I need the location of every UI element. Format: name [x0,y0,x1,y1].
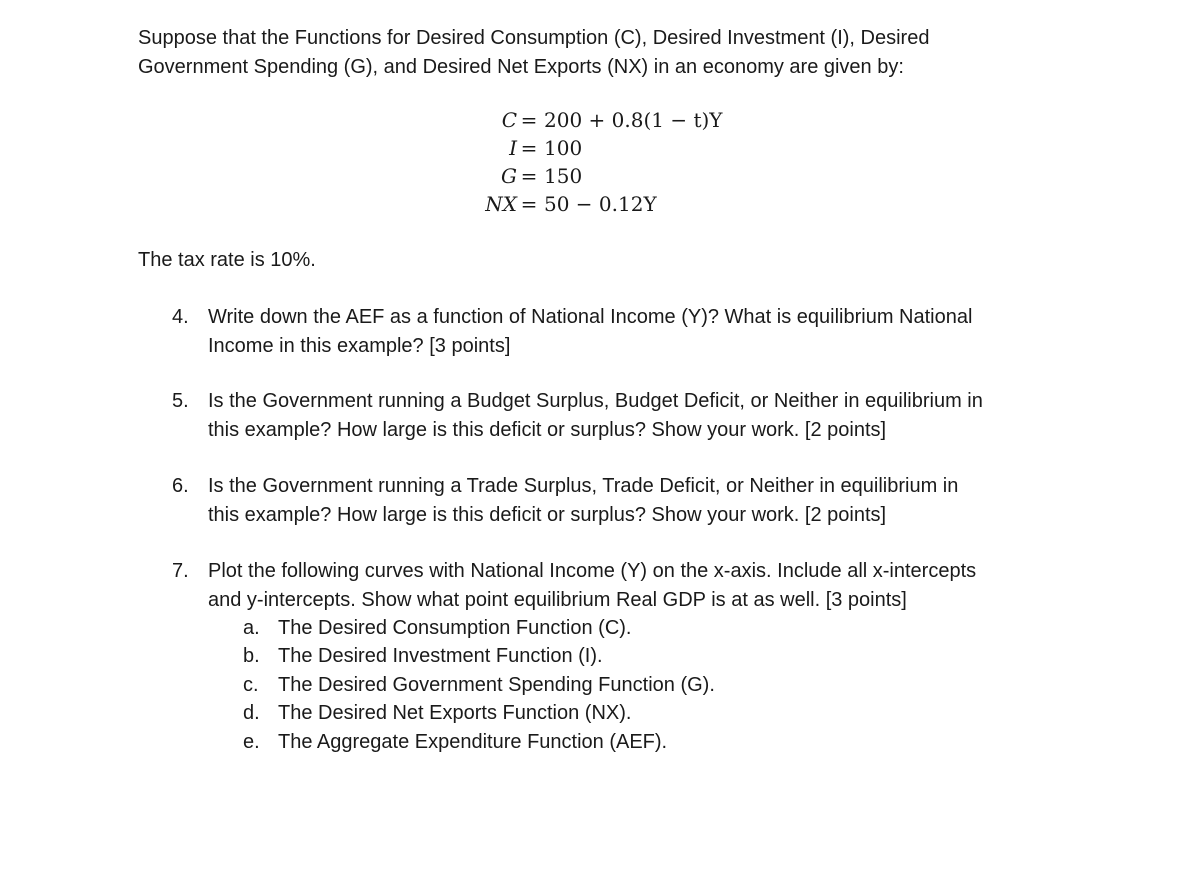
question-line: this example? How large is this deficit or surplus? Show your work. [2 points] [208,418,887,441]
equals-sign: = [520,108,538,132]
question-6 [172,472,1052,529]
subitem-letter: a. [243,617,260,639]
intro-line: Suppose that the Functions for Desired Consumption (C), Desired Investment (I), Desired [138,27,930,49]
equation-rhs: 150 [544,164,583,188]
question-line: Is the Government running a Budget Surplus, Budget Deficit, or Neither in equilibrium in [208,390,983,412]
equation-lhs: I [509,136,517,160]
equation-net-exports [0,190,1179,218]
question-number: 5. [172,390,189,412]
equals-sign: = [520,136,538,160]
list-item [172,728,1052,756]
equation-block [0,106,1179,218]
question-5 [172,387,1052,444]
equals-sign: = [520,164,538,188]
equation-government [0,162,1179,190]
question-number: 4. [172,306,189,328]
list-item [172,671,1052,699]
subitem-list [172,614,1052,756]
intro-line: Government Spending (G), and Desired Net Exports (NX) in an economy are given by: [138,55,904,78]
equation-rhs: 200 + 0.8(1 − t)Y [544,108,723,132]
equation-lhs: NX [485,192,517,216]
subitem-text: The Desired Consumption Function (C). [278,617,632,639]
question-text [208,472,1052,529]
equation-rhs: 50 − 0.12Y [544,192,657,216]
list-item [172,614,1052,642]
equation-consumption [0,106,1179,134]
subitem-letter: e. [243,730,260,753]
question-line: Write down the AEF as a function of National Income (Y)? What is equilibrium National [208,306,973,328]
question-line: Is the Government running a Trade Surplus, Trade Deficit, or Neither in equilibrium in [208,475,959,497]
question-number: 7. [172,560,189,582]
subitem-letter: b. [243,645,260,668]
question-number: 6. [172,475,189,497]
tax-rate-statement: The tax rate is 10%. [138,249,316,271]
equation-lhs: C [501,108,517,132]
equation-lhs: G [501,164,517,188]
equation-rhs: 100 [544,136,583,160]
equation-investment [0,134,1179,162]
question-text [208,557,1052,614]
intro-paragraph [138,24,1138,81]
subitem-text: The Desired Investment Function (I). [278,645,603,668]
question-line: Plot the following curves with National Income (Y) on the x-axis. Include all x-intercepts [208,560,977,582]
subitem-letter: c. [243,673,259,696]
subitem-letter: d. [243,702,260,725]
list-item [172,642,1052,670]
equals-sign: = [520,192,538,216]
question-4 [172,303,1052,360]
question-7 [172,557,1052,756]
subitem-text: The Desired Net Exports Function (NX). [278,702,632,725]
question-text [208,303,1052,360]
question-line: and y-intercepts. Show what point equilibrium Real GDP is at as well. [3 points] [208,588,907,611]
subitem-text: The Aggregate Expenditure Function (AEF). [278,730,668,753]
question-line: this example? How large is this deficit or surplus? Show your work. [2 points] [208,503,887,526]
list-item [172,699,1052,727]
question-text [208,387,1052,444]
question-line: Income in this example? [3 points] [208,334,511,357]
subitem-text: The Desired Government Spending Function (G). [278,673,715,696]
